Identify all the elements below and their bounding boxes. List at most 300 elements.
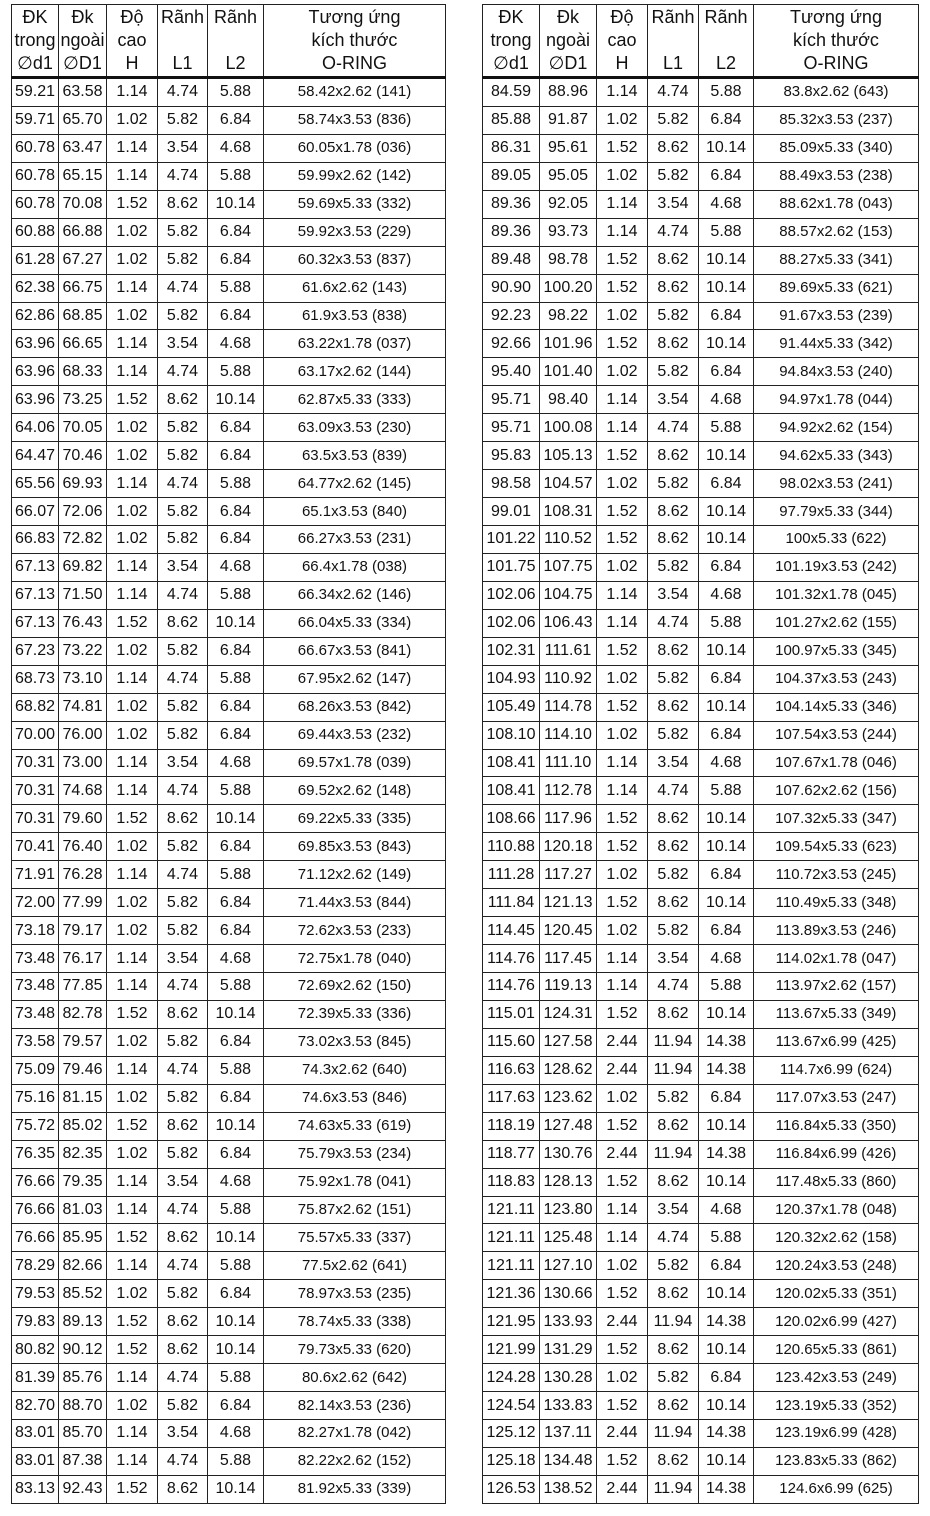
table-cell: 11.94 [648, 1056, 699, 1084]
table-cell: 8.62 [648, 330, 699, 358]
header-line: Rãnh [160, 7, 205, 27]
header-line: H [615, 53, 629, 73]
table-cell: 89.13 [59, 1308, 107, 1336]
table-cell: 10.14 [699, 1112, 754, 1140]
header-line: L2 [225, 53, 246, 73]
table-cell: 101.27x2.62 (155) [754, 609, 919, 637]
table-cell: 101.19x3.53 (242) [754, 553, 919, 581]
table-cell: 5.82 [648, 553, 699, 581]
table-row [483, 498, 919, 526]
table-cell: 117.63 [483, 1084, 540, 1112]
table-cell: 1.52 [597, 1447, 648, 1475]
table-cell: 69.85x3.53 (843) [264, 833, 446, 861]
table-cell: 8.62 [158, 1336, 208, 1364]
table-row [12, 358, 446, 386]
table-cell: 10.14 [208, 190, 264, 218]
table-row [12, 665, 446, 693]
table-cell: 66.88 [59, 218, 107, 246]
table-cell: 123.42x3.53 (249) [754, 1364, 919, 1392]
table-cell: 1.14 [597, 777, 648, 805]
table-cell: 1.14 [597, 581, 648, 609]
table-cell: 1.52 [597, 637, 648, 665]
table-cell: 63.09x3.53 (230) [264, 414, 446, 442]
table-row [483, 106, 919, 134]
table-cell: 109.54x5.33 (623) [754, 833, 919, 861]
table-cell: 77.5x2.62 (641) [264, 1252, 446, 1280]
table-cell: 118.83 [483, 1168, 540, 1196]
table-cell: 111.28 [483, 861, 540, 889]
table-row [12, 1000, 446, 1028]
table-cell: 8.62 [648, 246, 699, 274]
table-cell: 63.96 [12, 386, 59, 414]
table-row [483, 190, 919, 218]
table-cell: 8.62 [158, 386, 208, 414]
table-row [12, 581, 446, 609]
table-cell: 1.14 [107, 1168, 158, 1196]
table-cell: 4.74 [158, 162, 208, 190]
table-cell: 72.62x3.53 (233) [264, 917, 446, 945]
table-cell: 6.84 [208, 917, 264, 945]
table-cell: 6.84 [208, 1084, 264, 1112]
table-row [12, 1140, 446, 1168]
table-cell: 1.52 [107, 386, 158, 414]
table-cell: 85.02 [59, 1112, 107, 1140]
table-row [483, 637, 919, 665]
table-row [12, 1112, 446, 1140]
table-cell: 1.52 [597, 330, 648, 358]
table-row [483, 609, 919, 637]
table-cell: 82.78 [59, 1000, 107, 1028]
table-cell: 4.68 [699, 945, 754, 973]
table-cell: 1.02 [597, 106, 648, 134]
table-cell: 1.02 [107, 833, 158, 861]
table-cell: 6.84 [208, 889, 264, 917]
table-cell: 80.6x2.62 (642) [264, 1364, 446, 1392]
table-cell: 67.13 [12, 581, 59, 609]
table-cell: 6.84 [699, 162, 754, 190]
table-cell: 6.84 [208, 1392, 264, 1420]
table-cell: 94.97x1.78 (044) [754, 386, 919, 414]
table-cell: 1.14 [107, 162, 158, 190]
table-cell: 10.14 [699, 693, 754, 721]
table-cell: 8.62 [648, 1280, 699, 1308]
header-line: cao [117, 30, 147, 50]
table-cell: 107.32x5.33 (347) [754, 805, 919, 833]
table-row [12, 386, 446, 414]
table-cell: 83.8x2.62 (643) [754, 78, 919, 107]
table-cell: 79.83 [12, 1308, 59, 1336]
table-cell: 84.59 [483, 78, 540, 107]
table-cell: 4.68 [208, 1420, 264, 1448]
table-cell: 119.13 [540, 973, 597, 1001]
table-cell: 65.15 [59, 162, 107, 190]
table-cell: 76.43 [59, 609, 107, 637]
table-cell: 78.97x3.53 (235) [264, 1280, 446, 1308]
table-cell: 5.82 [158, 693, 208, 721]
table-row [483, 721, 919, 749]
table-cell: 79.57 [59, 1028, 107, 1056]
table-cell: 133.83 [540, 1392, 597, 1420]
table-cell: 75.57x5.33 (337) [264, 1224, 446, 1252]
table-cell: 76.28 [59, 861, 107, 889]
table-cell: 101.40 [540, 358, 597, 386]
table-cell: 110.72x3.53 (245) [754, 861, 919, 889]
table-cell: 133.93 [540, 1308, 597, 1336]
table-cell: 3.54 [158, 1168, 208, 1196]
table-cell: 89.36 [483, 218, 540, 246]
table-cell: 91.87 [540, 106, 597, 134]
table-cell: 95.05 [540, 162, 597, 190]
table-cell: 10.14 [699, 889, 754, 917]
table-cell: 1.52 [107, 805, 158, 833]
table-cell: 81.92x5.33 (339) [264, 1475, 446, 1503]
table-cell: 5.88 [208, 1447, 264, 1475]
table-cell: 4.74 [158, 581, 208, 609]
table-cell: 113.89x3.53 (246) [754, 917, 919, 945]
table-cell: 10.14 [699, 330, 754, 358]
table-cell: 3.54 [648, 749, 699, 777]
table-cell: 2.44 [597, 1056, 648, 1084]
table-cell: 62.38 [12, 274, 59, 302]
table-cell: 71.44x3.53 (844) [264, 889, 446, 917]
table-cell: 107.75 [540, 553, 597, 581]
table-row [483, 218, 919, 246]
table-cell: 4.74 [648, 218, 699, 246]
table-cell: 6.84 [208, 246, 264, 274]
table-row [12, 218, 446, 246]
table-cell: 79.46 [59, 1056, 107, 1084]
table-cell: 1.02 [597, 917, 648, 945]
table-cell: 1.14 [597, 414, 648, 442]
table-cell: 111.61 [540, 637, 597, 665]
table-cell: 5.82 [158, 302, 208, 330]
table-cell: 1.14 [597, 1224, 648, 1252]
table-cell: 127.58 [540, 1028, 597, 1056]
left-header-cell [107, 5, 158, 78]
table-cell: 82.27x1.78 (042) [264, 1420, 446, 1448]
table-row [483, 1252, 919, 1280]
table-cell: 63.58 [59, 78, 107, 107]
header-line: kích thước [311, 30, 398, 50]
table-cell: 8.62 [648, 1000, 699, 1028]
table-cell: 63.22x1.78 (037) [264, 330, 446, 358]
table-cell: 1.52 [597, 1280, 648, 1308]
table-cell: 76.00 [59, 721, 107, 749]
table-cell: 66.83 [12, 526, 59, 554]
table-cell: 6.84 [699, 1084, 754, 1112]
table-cell: 94.92x2.62 (154) [754, 414, 919, 442]
table-cell: 60.78 [12, 190, 59, 218]
table-row [483, 1280, 919, 1308]
table-cell: 1.14 [107, 973, 158, 1001]
table-row [12, 1475, 446, 1503]
header-line: L1 [172, 53, 193, 73]
table-cell: 6.84 [208, 442, 264, 470]
table-cell: 59.99x2.62 (142) [264, 162, 446, 190]
table-cell: 120.37x1.78 (048) [754, 1196, 919, 1224]
table-row [483, 1084, 919, 1112]
table-row [483, 1447, 919, 1475]
table-cell: 59.69x5.33 (332) [264, 190, 446, 218]
table-cell: 1.14 [597, 973, 648, 1001]
table-cell: 110.49x5.33 (348) [754, 889, 919, 917]
table-row [12, 274, 446, 302]
table-cell: 67.27 [59, 246, 107, 274]
table-row [12, 442, 446, 470]
table-cell: 4.74 [648, 973, 699, 1001]
table-cell: 1.14 [107, 78, 158, 107]
table-cell: 11.94 [648, 1140, 699, 1168]
table-cell: 74.81 [59, 693, 107, 721]
table-cell: 70.00 [12, 721, 59, 749]
table-cell: 1.02 [597, 1252, 648, 1280]
table-row [483, 134, 919, 162]
header-line: ĐK [22, 7, 48, 27]
table-cell: 98.78 [540, 246, 597, 274]
table-cell: 91.44x5.33 (342) [754, 330, 919, 358]
table-cell: 8.62 [648, 498, 699, 526]
table-cell: 5.82 [648, 302, 699, 330]
table-cell: 101.75 [483, 553, 540, 581]
table-cell: 117.45 [540, 945, 597, 973]
table-cell: 8.62 [158, 1308, 208, 1336]
right-header-cell [597, 5, 648, 78]
table-cell: 74.63x5.33 (619) [264, 1112, 446, 1140]
table-cell: 1.02 [107, 1280, 158, 1308]
table-cell: 120.02x6.99 (427) [754, 1308, 919, 1336]
table-cell: 59.71 [12, 106, 59, 134]
table-cell: 121.11 [483, 1196, 540, 1224]
table-cell: 10.14 [699, 1168, 754, 1196]
table-cell: 10.14 [699, 246, 754, 274]
table-cell: 6.84 [208, 302, 264, 330]
table-row [483, 1392, 919, 1420]
table-cell: 1.02 [107, 218, 158, 246]
table-row [12, 470, 446, 498]
table-row [12, 1392, 446, 1420]
table-cell: 88.57x2.62 (153) [754, 218, 919, 246]
table-cell: 1.02 [107, 721, 158, 749]
table-cell: 92.43 [59, 1475, 107, 1503]
table-row [483, 973, 919, 1001]
table-cell: 10.14 [208, 1475, 264, 1503]
table-cell: 69.44x3.53 (232) [264, 721, 446, 749]
table-cell: 62.86 [12, 302, 59, 330]
table-cell: 5.88 [208, 973, 264, 1001]
table-cell: 1.14 [597, 78, 648, 107]
table-cell: 66.04x5.33 (334) [264, 609, 446, 637]
table-cell: 63.96 [12, 358, 59, 386]
table-cell: 91.67x3.53 (239) [754, 302, 919, 330]
table-cell: 1.52 [597, 274, 648, 302]
header-line [699, 29, 753, 52]
header-line: ĐK [498, 7, 524, 27]
table-cell: 4.74 [648, 414, 699, 442]
table-cell: 10.14 [208, 805, 264, 833]
table-cell: 98.58 [483, 470, 540, 498]
table-cell: 10.14 [699, 134, 754, 162]
table-cell: 82.22x2.62 (152) [264, 1447, 446, 1475]
table-cell: 75.79x3.53 (234) [264, 1140, 446, 1168]
table-cell: 6.84 [208, 833, 264, 861]
table-cell: 85.09x5.33 (340) [754, 134, 919, 162]
table-cell: 125.12 [483, 1420, 540, 1448]
table-cell: 1.52 [597, 833, 648, 861]
table-cell: 8.62 [158, 1224, 208, 1252]
table-cell: 6.84 [699, 721, 754, 749]
header-line: Đk [557, 7, 579, 27]
table-cell: 114.02x1.78 (047) [754, 945, 919, 973]
table-cell: 74.3x2.62 (640) [264, 1056, 446, 1084]
table-cell: 124.6x6.99 (625) [754, 1475, 919, 1503]
table-cell: 1.14 [107, 749, 158, 777]
table-cell: 115.01 [483, 1000, 540, 1028]
table-cell: 120.65x5.33 (861) [754, 1336, 919, 1364]
table-cell: 3.54 [648, 581, 699, 609]
table-cell: 125.18 [483, 1447, 540, 1475]
header-line: Rãnh [704, 7, 748, 27]
left-spec-table [11, 4, 446, 1504]
table-cell: 10.14 [208, 609, 264, 637]
table-cell: 1.52 [597, 1336, 648, 1364]
header-line: trong [490, 30, 532, 50]
table-row [483, 1140, 919, 1168]
table-cell: 127.10 [540, 1252, 597, 1280]
table-cell: 8.62 [158, 1112, 208, 1140]
table-cell: 1.14 [107, 861, 158, 889]
table-cell: 76.17 [59, 945, 107, 973]
header-line: ngoài [60, 30, 105, 50]
table-cell: 5.88 [208, 665, 264, 693]
table-cell: 4.68 [699, 749, 754, 777]
table-cell: 74.6x3.53 (846) [264, 1084, 446, 1112]
table-cell: 114.7x6.99 (624) [754, 1056, 919, 1084]
table-row [483, 1000, 919, 1028]
table-cell: 10.14 [699, 1447, 754, 1475]
table-cell: 66.75 [59, 274, 107, 302]
table-cell: 64.47 [12, 442, 59, 470]
table-row [483, 1364, 919, 1392]
table-cell: 102.06 [483, 609, 540, 637]
table-cell: 5.82 [648, 1252, 699, 1280]
table-cell: 8.62 [158, 1475, 208, 1503]
table-cell: 128.13 [540, 1168, 597, 1196]
table-cell: 1.02 [107, 1392, 158, 1420]
table-cell: 114.76 [483, 973, 540, 1001]
table-cell: 89.05 [483, 162, 540, 190]
table-row [12, 1336, 446, 1364]
table-cell: 108.10 [483, 721, 540, 749]
table-cell: 10.14 [208, 386, 264, 414]
table-cell: 5.88 [208, 274, 264, 302]
table-cell: 71.50 [59, 581, 107, 609]
table-cell: 70.46 [59, 442, 107, 470]
table-cell: 6.84 [208, 498, 264, 526]
table-cell: 4.74 [158, 1447, 208, 1475]
table-cell: 124.31 [540, 1000, 597, 1028]
table-cell: 75.92x1.78 (041) [264, 1168, 446, 1196]
table-row [483, 693, 919, 721]
table-cell: 1.02 [597, 302, 648, 330]
table-cell: 1.02 [597, 553, 648, 581]
table-cell: 11.94 [648, 1420, 699, 1448]
table-cell: 2.44 [597, 1308, 648, 1336]
header-line [208, 29, 263, 52]
table-cell: 1.14 [597, 218, 648, 246]
table-cell: 71.91 [12, 861, 59, 889]
table-row [12, 106, 446, 134]
table-cell: 1.52 [597, 498, 648, 526]
table-cell: 3.54 [648, 190, 699, 218]
table-cell: 5.88 [699, 78, 754, 107]
table-row [12, 1084, 446, 1112]
table-cell: 14.38 [699, 1028, 754, 1056]
table-cell: 3.54 [648, 1196, 699, 1224]
table-cell: 116.84x5.33 (350) [754, 1112, 919, 1140]
table-cell: 1.52 [107, 1000, 158, 1028]
table-cell: 108.31 [540, 498, 597, 526]
table-cell: 60.78 [12, 162, 59, 190]
table-cell: 6.84 [699, 861, 754, 889]
table-cell: 72.39x5.33 (336) [264, 1000, 446, 1028]
table-cell: 90.12 [59, 1336, 107, 1364]
table-cell: 1.02 [597, 358, 648, 386]
table-cell: 5.82 [648, 106, 699, 134]
table-cell: 1.02 [107, 106, 158, 134]
table-cell: 72.75x1.78 (040) [264, 945, 446, 973]
table-cell: 116.84x6.99 (426) [754, 1140, 919, 1168]
table-row [483, 1112, 919, 1140]
table-cell: 94.62x5.33 (343) [754, 442, 919, 470]
table-cell: 1.02 [107, 889, 158, 917]
table-cell: 134.48 [540, 1447, 597, 1475]
table-cell: 107.67x1.78 (046) [754, 749, 919, 777]
left-header-cell [12, 5, 59, 78]
table-row [483, 358, 919, 386]
table-row [483, 246, 919, 274]
table-cell: 120.45 [540, 917, 597, 945]
table-cell: 6.84 [699, 1364, 754, 1392]
table-cell: 1.52 [597, 889, 648, 917]
table-row [12, 553, 446, 581]
table-cell: 70.05 [59, 414, 107, 442]
table-row [12, 78, 446, 107]
table-cell: 8.62 [648, 442, 699, 470]
table-cell: 68.26x3.53 (842) [264, 693, 446, 721]
table-row [12, 609, 446, 637]
table-row [483, 1420, 919, 1448]
table-cell: 2.44 [597, 1140, 648, 1168]
table-cell: 1.14 [107, 134, 158, 162]
table-cell: 70.31 [12, 777, 59, 805]
table-cell: 74.68 [59, 777, 107, 805]
right-header-cell [540, 5, 597, 78]
table-row [12, 134, 446, 162]
table-cell: 10.14 [699, 833, 754, 861]
table-cell: 117.27 [540, 861, 597, 889]
table-cell: 2.44 [597, 1420, 648, 1448]
right-header-cell [754, 5, 919, 78]
table-cell: 110.52 [540, 526, 597, 554]
right-header-cell [648, 5, 699, 78]
table-cell: 8.62 [648, 1336, 699, 1364]
table-cell: 6.84 [699, 358, 754, 386]
table-cell: 75.87x2.62 (151) [264, 1196, 446, 1224]
table-cell: 1.02 [597, 721, 648, 749]
table-cell: 86.31 [483, 134, 540, 162]
table-row [12, 721, 446, 749]
table-cell: 6.84 [208, 637, 264, 665]
